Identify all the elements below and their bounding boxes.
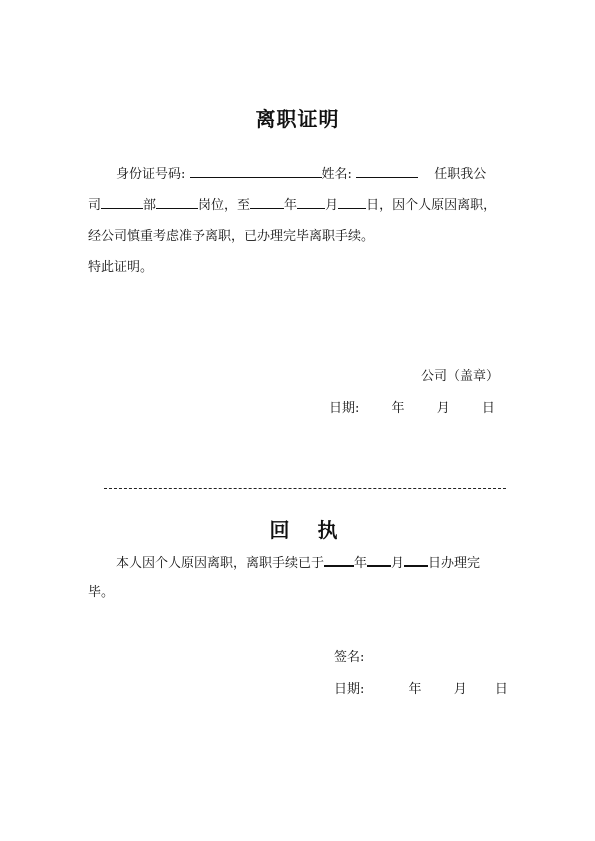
receipt-statement-prefix: 本人因个人原因离职，离职手续已于 [116, 556, 325, 571]
approval-line: 经公司慎重考虑准予离职，已办理完毕离职手续。 [88, 229, 375, 244]
receipt-month-field[interactable] [367, 551, 391, 567]
certificate-date-day: 日 [481, 401, 495, 416]
leave-year-label: 年 [284, 198, 298, 213]
receipt-date-label: 日期: [334, 682, 365, 697]
leave-day-field[interactable] [338, 194, 366, 209]
receipt-date-row [334, 678, 508, 697]
certify-line: 特此证明。 [88, 260, 154, 275]
receipt-month-label: 月 [391, 556, 405, 571]
receipt-day-field[interactable] [404, 551, 428, 567]
department-label: 部 [143, 198, 157, 213]
employ-text: 任职我公 [434, 167, 487, 182]
receipt-date-month: 月 [453, 682, 467, 697]
post-label: 岗位，至 [198, 198, 251, 213]
certificate-title: 离职证明 [255, 107, 340, 131]
receipt-date-year: 年 [408, 682, 422, 697]
id-label: 身份证号码: [116, 167, 186, 182]
receipt-statement-suffix: 日办理完 [428, 556, 481, 571]
signature-label: 签名: [334, 650, 365, 665]
receipt-title: 回执 [269, 518, 366, 542]
company-seal-label: 公司（盖章） [421, 369, 500, 384]
department-line [88, 194, 508, 216]
id-name-line [88, 163, 508, 185]
tear-off-divider [104, 488, 506, 489]
receipt-statement-line [88, 551, 508, 574]
id-number-field[interactable] [190, 163, 322, 178]
leave-month-field[interactable] [297, 194, 325, 209]
department-field[interactable] [101, 194, 143, 209]
leave-month-label: 月 [325, 198, 339, 213]
name-label: 姓名: [321, 167, 352, 182]
leave-reason-text: 日，因个人原因离职， [366, 198, 497, 213]
certificate-date-month: 月 [436, 401, 450, 416]
certificate-date-label: 日期: [329, 401, 360, 416]
certificate-date-year: 年 [391, 401, 405, 416]
leave-year-field[interactable] [250, 194, 284, 209]
receipt-year-field[interactable] [324, 551, 354, 567]
name-field[interactable] [356, 163, 418, 178]
receipt-statement-end: 毕。 [88, 585, 115, 600]
receipt-date-day: 日 [494, 682, 508, 697]
post-field[interactable] [156, 194, 198, 209]
certificate-date-row [329, 397, 495, 416]
receipt-year-label: 年 [354, 556, 368, 571]
company-prefix: 司 [88, 198, 102, 213]
